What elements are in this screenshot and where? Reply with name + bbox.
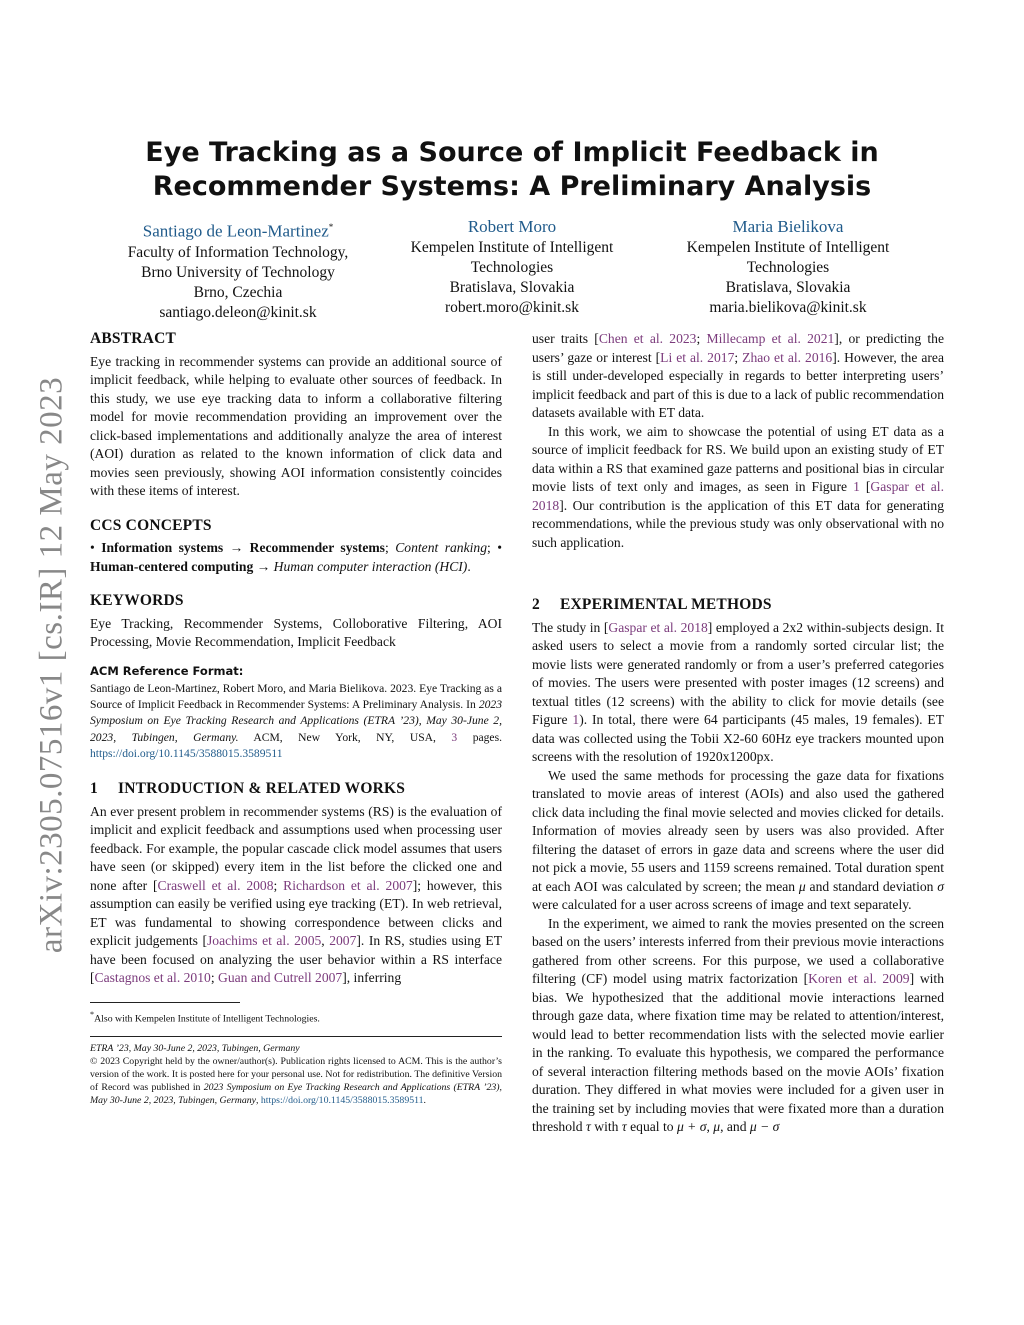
author-affiliation: Kempelen Institute of Intelligent bbox=[686, 239, 890, 256]
doi-link[interactable]: https://doi.org/10.1145/3588015.3589511 bbox=[260, 1094, 424, 1106]
copyright-text: © 2023 Copyright held by the owner/author(s). Publication rights licensed to ACM. This is the author’s version of the work. It is posted here for your personal use. Not for redistribution. The definitive Version of Record was published in 2023 Symposium on Eye Tracking Research and Applications (ETRA ’23), May 30-June 2, 2023, Tubingen, Germany, https://doi.org/10.1145/3588015.3589511. bbox=[90, 1055, 502, 1106]
methods-heading: 2 EXPERIMENTAL METHODS bbox=[532, 596, 772, 613]
doi-link[interactable]: https://doi.org/10.1145/3588015.3589511 bbox=[90, 746, 283, 760]
author-block-1 bbox=[93, 216, 383, 323]
intro-paragraph-2: In this work, we aim to showcase the potential of using ET data as a source of implicit feedback for RS. We build upon an existing study of ET data within a RS that examined gaze patterns and positional bias in circular movie lists of text only and images, as seen in Figure 1 [Gaspar et al. 2018]. Our contribution is the application of this ET data for generating recommendations, while the previous study was only observational with no such application. bbox=[532, 423, 944, 550]
intro-paragraph: An ever present problem in recommender systems (RS) is the evaluation of implicit and explicit feedback and assumptions used when processing user feedback. For example, the popular cascade click model assumes that users have seen (or skipped) every item in the list before the clicked one and none after [Craswell et al. 2008; Richardson et al. 2007]; however, this assumption can easily be verified using eye tracking (ET). In web retrieval, ET was fundamental to showing correspondence between clicks and explicit judgements [Joachims et al. 2005, 2007]. In RS, studies using ET have been focused on analyzing the user behavior within a RS interface [Castagnos et al. 2010; Guan and Cutrell 2007], inferring bbox=[90, 803, 503, 986]
author-block-3 bbox=[643, 216, 933, 318]
arxiv-identifier-text: arXiv:2305.07516v1 [cs.IR] 12 May 2023 bbox=[33, 376, 70, 954]
author-name[interactable]: Maria Bielikova bbox=[732, 217, 844, 236]
methods-paragraph-2: We used the same methods for processing the gaze data for fixations translated to movie areas of interest (AOIs) and also used the gathered click data including the final movie selected and movies clicked for details. Information of movies already seen by users was also provided. After filtering the dataset of errors in gaze data and screens where the user did not pick a movie, 55 users and 1159 screens remained. Total duration spent at each AOI was calculated by screen; the mean μ and standard deviation σ were calculated for a user across screens of image and text separately. bbox=[532, 767, 944, 912]
citation-link[interactable]: Koren et al. 2009 bbox=[808, 971, 910, 986]
author-affiliation: Kempelen Institute of Intelligent bbox=[410, 239, 614, 256]
author-location: Bratislava, Slovakia bbox=[449, 279, 575, 296]
acm-reference-heading: ACM Reference Format: bbox=[90, 663, 244, 678]
intro-continuation: user traits [Chen et al. 2023; Millecamp et al. 2021], or predicting the users’ gaze or interest [Li et al. 2017; Zhao et al. 2016]. However, the area is still under-developed especially in regards to better interpreting users’ implicit feedback and part of this is due to a lack of public recommendation datasets available with ET data. bbox=[532, 331, 944, 420]
author-name[interactable]: Santiago de Leon-Martinez* bbox=[142, 221, 334, 241]
author-block-2 bbox=[367, 216, 657, 318]
citation-link[interactable]: Gaspar et al. 2018 bbox=[608, 619, 708, 635]
pages-link[interactable]: 3 bbox=[451, 730, 458, 744]
abstract-heading: ABSTRACT bbox=[90, 330, 177, 347]
author-affiliation: Technologies bbox=[746, 259, 830, 276]
footnote: *Also with Kempelen Institute of Intelligent Technologies. bbox=[90, 1009, 320, 1024]
citation-link[interactable]: Chen et al. 2023 bbox=[598, 331, 697, 346]
intro-heading: 1 INTRODUCTION & RELATED WORKS bbox=[90, 780, 406, 798]
author-location: Bratislava, Slovakia bbox=[725, 279, 851, 296]
citation-link[interactable]: Craswell et al. 2008 bbox=[157, 877, 274, 893]
keywords-text: Eye Tracking, Recommender Systems, Colloborative Filtering, AOI Processing, Movie Recommendation, Implicit Feedback bbox=[90, 615, 502, 649]
acm-reference-text: Santiago de Leon-Martinez, Robert Moro, and Maria Bielikova. 2023. Eye Tracking as a Source of Implicit Feedback in Recommender Systems: A Preliminary Analysis. In 2023 Symposium on Eye Tracking Research and Applications (ETRA ’23), May 30-June 2, 2023, Tubingen, Germany. ACM, New York, NY, USA, 3 pages. https://doi.org/10.1145/3588015.3589511 bbox=[90, 682, 502, 760]
footnote-area bbox=[90, 1002, 502, 1025]
author-email: robert.moro@kinit.sk bbox=[445, 299, 579, 316]
abstract-text: Eye tracking in recommender systems can provide an additional source of implicit feedback, while helping to evaluate other sources of feedback. In this study, we use eye tracking data to inform a collaborative filtering model for movie recommendation providing an improvement over the click-based implementations and additionally analyze the area of interest (AOI) duration as related to the known information of click data and movies seen previously, showing AOI information consistently coincides with these items of interest. bbox=[90, 353, 502, 498]
figure-link[interactable]: 1 bbox=[853, 479, 860, 494]
author-affiliation: Brno University of Technology bbox=[141, 263, 335, 281]
citation-link[interactable]: Castagnos et al. 2010 bbox=[94, 970, 211, 986]
author-location: Brno, Czechia bbox=[193, 283, 283, 301]
copyright-venue: ETRA ’23, May 30-June 2, 2023, Tubingen, Germany bbox=[90, 1042, 300, 1054]
copyright-block bbox=[90, 1036, 502, 1107]
right-column bbox=[532, 330, 944, 1137]
methods-paragraph-3: In the experiment, we aimed to rank the movies presented on the screen based on the users’ interests inferred from their previous movie interactions gathered from other screens. For this purpose, we used a collaborative filtering (CF) model using matrix factorization [Koren et al. 2009] with bias. We hypothesized that the additional movie interactions learned through gaze data, where fixation time may be related to attention/interest, would lead to better recommendation lists with the selected movie earlier in the ranking. To evaluate this hypothesis, we compared the performance of several interaction filtering methods based on the movie AOIs’ fixation duration. They differed in what movies were included for a given user in the training set by including movies that were fixated more than a duration threshold τ with τ equal to μ + σ, μ, and μ − σ bbox=[532, 915, 945, 1134]
citation-link[interactable]: Guan and Cutrell 2007 bbox=[218, 970, 343, 986]
author-affiliation: Technologies bbox=[470, 259, 554, 276]
citation-link[interactable]: Richardson et al. 2007 bbox=[283, 877, 413, 893]
ccs-concepts: • Information systems → Recommender systems; Content ranking; • Human-centered computing → Human computer interaction (HCI). bbox=[90, 540, 502, 574]
methods-paragraph-1: The study in [Gaspar et al. 2018] employed a 2x2 within-subjects design. It asked users to select a movie from a randomly sorted circular list; the movie lists were generated randomly or from a user’s preferred categories of movies. The users were presented with poster images (12 screens) and textual titles (12 screens) with the ability to click for movie details (see Figure 1). In total, there were 64 participants (45 males, 19 females). ET data was collected using the Tobii X2-60 60Hz eye trackers mounted upon screens with the resolution of 1920x1200px. bbox=[532, 619, 945, 764]
citation-link[interactable]: Millecamp et al. 2021 bbox=[706, 331, 835, 346]
citation-link[interactable]: Li et al. 2017 bbox=[660, 349, 735, 365]
citation-link[interactable]: Zhao et al. 2016 bbox=[742, 349, 833, 365]
paper-title: Eye Tracking as a Source of Implicit Feedback in Recommender Systems: A Preliminary Analysis bbox=[145, 137, 879, 202]
arxiv-identifier-stamp bbox=[22, 355, 82, 975]
citation-link[interactable]: Joachims et al. 2005 bbox=[206, 933, 322, 949]
author-email: santiago.deleon@kinit.sk bbox=[159, 303, 317, 321]
citation-link[interactable]: 2007 bbox=[329, 933, 357, 949]
figure-link[interactable]: 1 bbox=[572, 712, 580, 727]
ccs-heading: CCS CONCEPTS bbox=[90, 516, 212, 534]
copyright-rule bbox=[90, 1036, 502, 1037]
footnote-rule bbox=[90, 1002, 240, 1003]
left-column bbox=[90, 330, 502, 1107]
author-email: maria.bielikova@kinit.sk bbox=[709, 299, 867, 316]
keywords-heading: KEYWORDS bbox=[90, 592, 184, 609]
author-affiliation: Faculty of Information Technology, bbox=[127, 243, 349, 261]
citation-link[interactable]: Gaspar et al. 2018 bbox=[532, 479, 944, 513]
author-name[interactable]: Robert Moro bbox=[467, 217, 557, 236]
